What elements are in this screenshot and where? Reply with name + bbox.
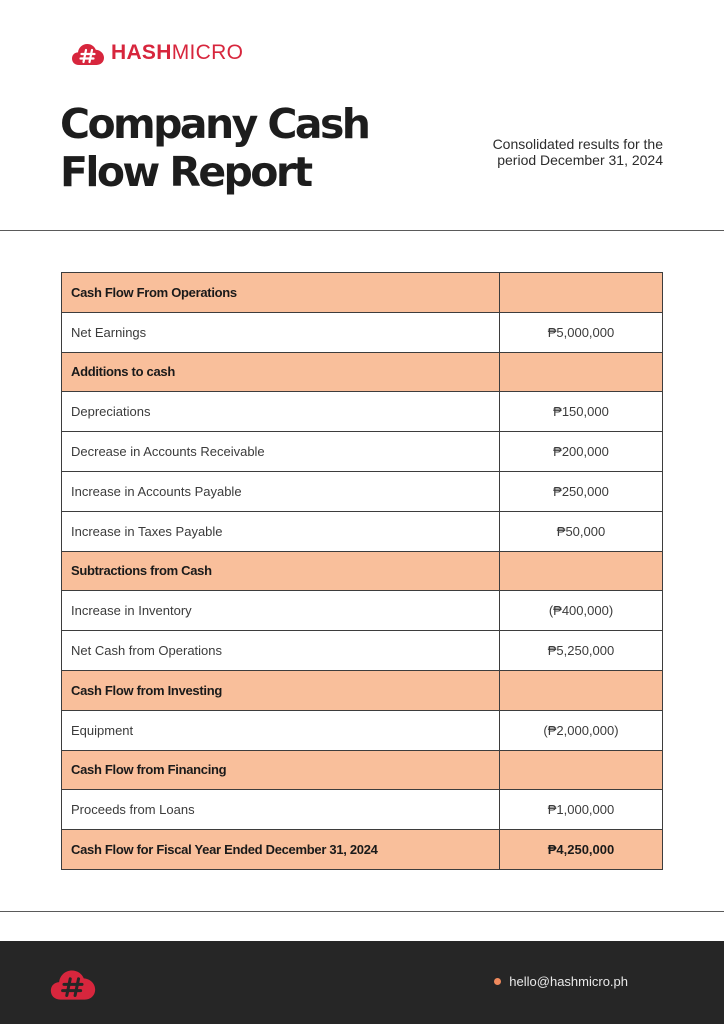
top-divider	[0, 230, 724, 231]
row-value: ₱50,000	[500, 511, 663, 551]
row-value: (₱400,000)	[500, 591, 663, 631]
bullet-dot-icon	[494, 978, 501, 985]
row-value	[500, 670, 663, 710]
row-label: Equipment	[62, 710, 500, 750]
brand-name-light: MICRO	[171, 41, 244, 64]
row-value: (₱2,000,000)	[500, 710, 663, 750]
row-value: ₱5,250,000	[500, 631, 663, 671]
row-label: Decrease in Accounts Receivable	[62, 432, 500, 472]
footer	[0, 941, 724, 1024]
row-value: ₱200,000	[500, 432, 663, 472]
hashmicro-cloud-icon	[72, 40, 104, 66]
row-label: Proceeds from Loans	[62, 790, 500, 830]
brand-wordmark	[111, 40, 243, 66]
table-row	[62, 710, 663, 750]
row-value	[500, 750, 663, 790]
row-value	[500, 551, 663, 591]
row-label: Depreciations	[62, 392, 500, 432]
row-value: ₱250,000	[500, 471, 663, 511]
table-row	[62, 392, 663, 432]
brand-logo	[72, 40, 243, 66]
section-header-row	[62, 551, 663, 591]
section-header-row	[62, 670, 663, 710]
table-row	[62, 790, 663, 830]
brand-name-bold: HASH	[111, 41, 172, 64]
row-label: Cash Flow From Operations	[62, 273, 500, 313]
row-value: ₱5,000,000	[500, 312, 663, 352]
row-label: Cash Flow from Investing	[62, 670, 500, 710]
table-row	[62, 591, 663, 631]
section-header-row	[62, 273, 663, 313]
subtitle-line-2: period December 31, 2024	[497, 152, 663, 168]
table-row	[62, 631, 663, 671]
row-value	[500, 352, 663, 392]
title-line-1: Company Cash	[60, 100, 369, 148]
row-value: ₱4,250,000	[500, 830, 663, 870]
email-link[interactable]: hello@hashmicro.ph	[509, 974, 628, 989]
row-label: Increase in Inventory	[62, 591, 500, 631]
row-label: Increase in Taxes Payable	[62, 511, 500, 551]
table-row	[62, 432, 663, 472]
subtitle-line-1: Consolidated results for the	[492, 136, 663, 152]
table-row	[62, 511, 663, 551]
row-label: Additions to cash	[62, 352, 500, 392]
table-row	[62, 312, 663, 352]
table-row	[62, 471, 663, 511]
row-value	[500, 273, 663, 313]
row-value: ₱1,000,000	[500, 790, 663, 830]
row-label: Cash Flow from Financing	[62, 750, 500, 790]
bottom-divider	[0, 911, 724, 912]
cash-flow-table	[61, 272, 663, 870]
section-header-row	[62, 750, 663, 790]
row-value: ₱150,000	[500, 392, 663, 432]
footer-email[interactable]	[494, 974, 628, 989]
row-label: Increase in Accounts Payable	[62, 471, 500, 511]
row-label: Net Cash from Operations	[62, 631, 500, 671]
row-label: Cash Flow for Fiscal Year Ended December 31, 2024	[62, 830, 500, 870]
title-line-2: Flow Report	[60, 148, 311, 196]
section-header-row	[62, 352, 663, 392]
row-label: Net Earnings	[62, 312, 500, 352]
total-row	[62, 830, 663, 870]
row-label: Subtractions from Cash	[62, 551, 500, 591]
hashmicro-cloud-icon	[49, 965, 97, 1001]
page-title	[60, 100, 368, 196]
report-subtitle	[493, 136, 663, 168]
